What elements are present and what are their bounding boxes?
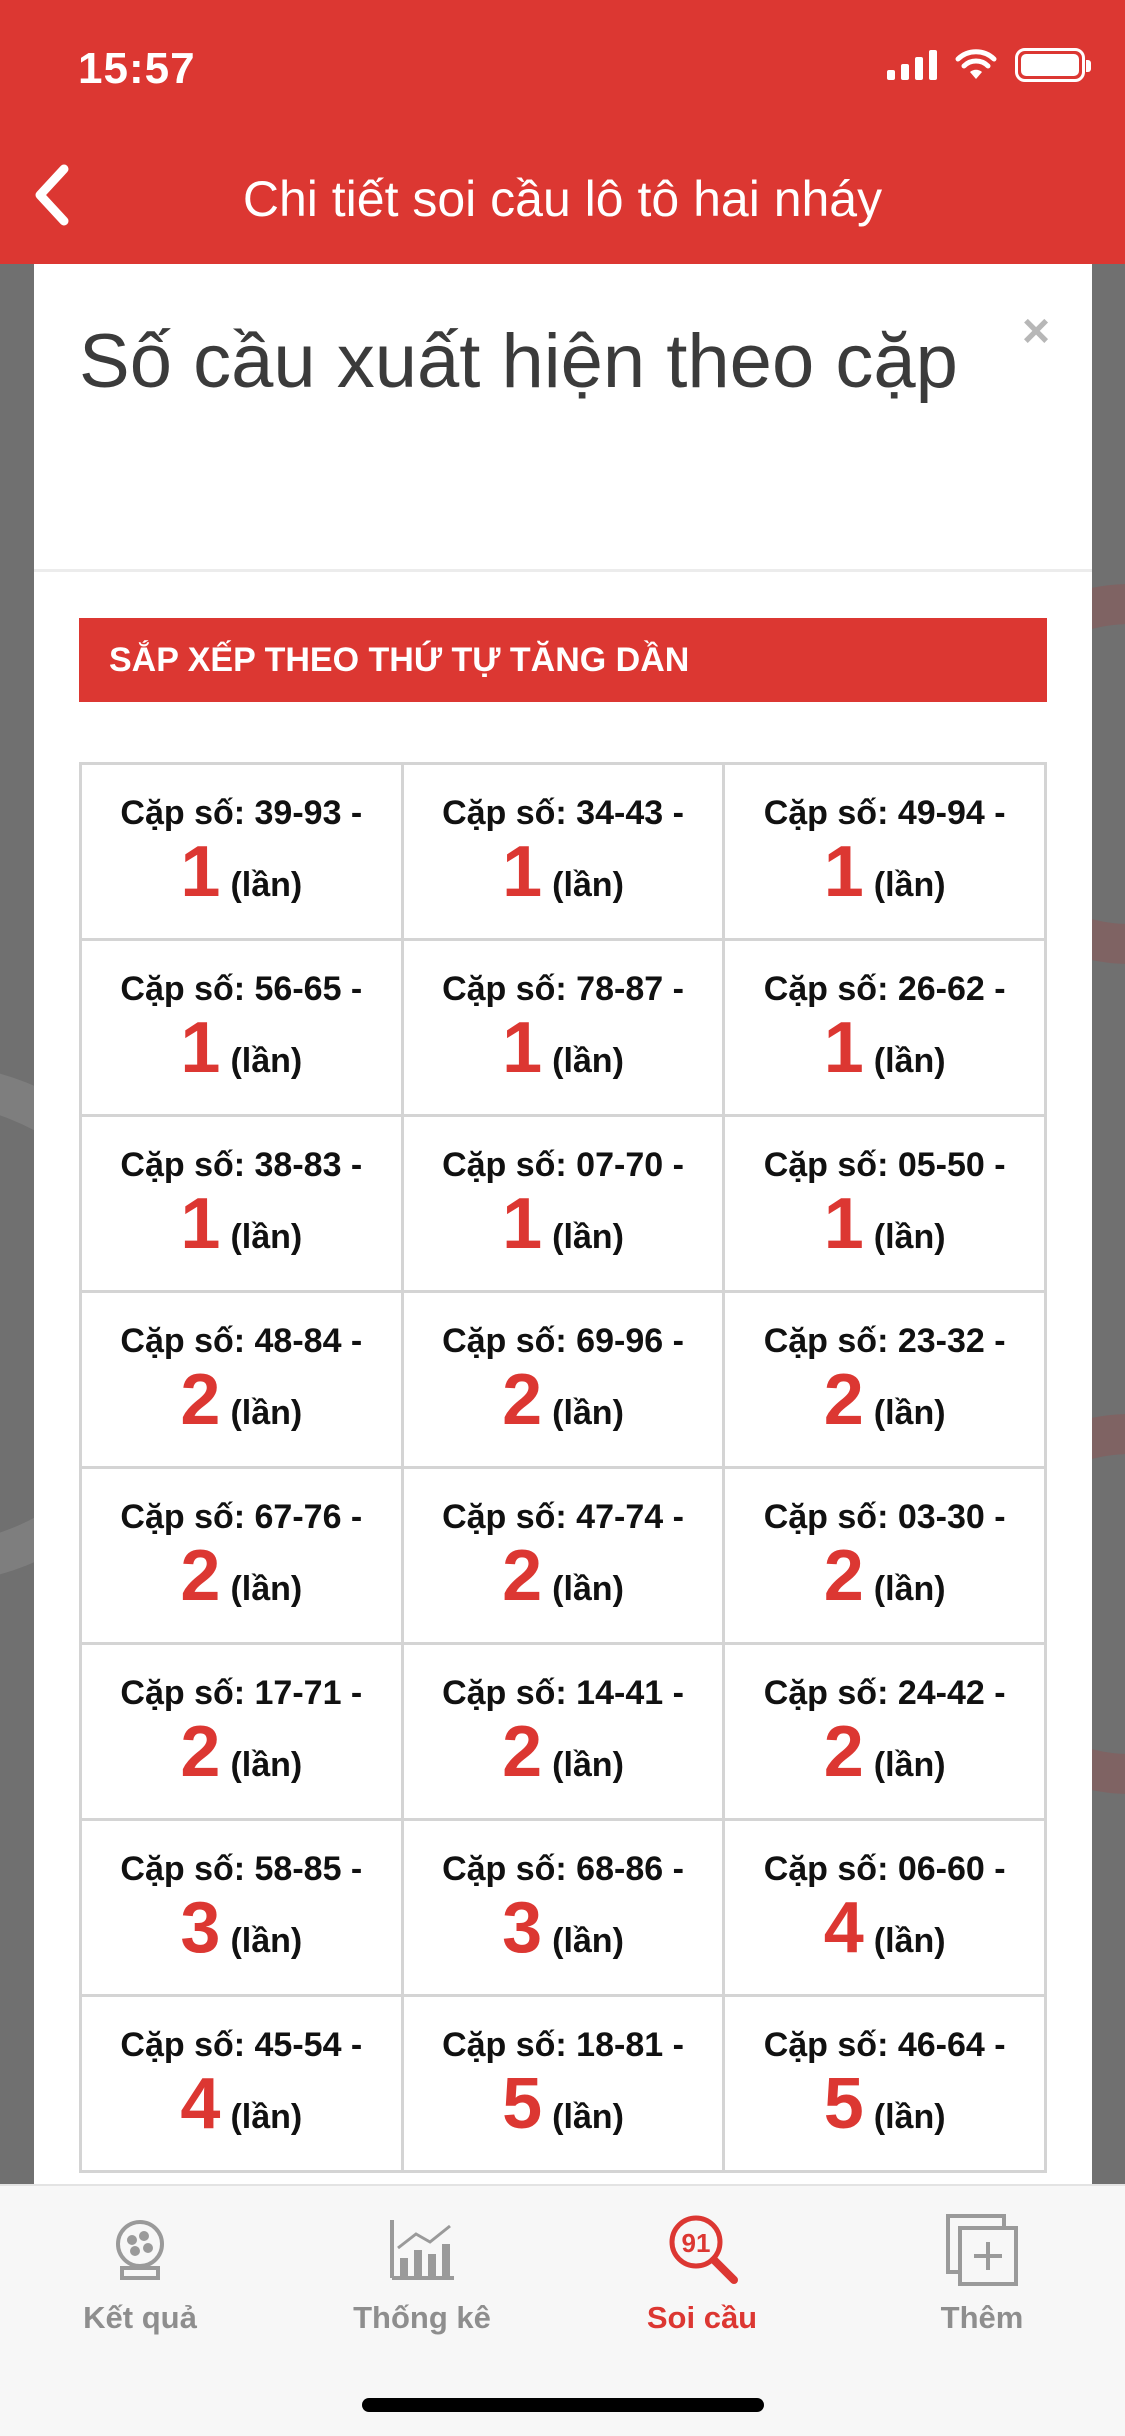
pair-count-line	[180, 1184, 303, 1264]
pair-count: 2	[502, 1360, 543, 1440]
pair-cell	[725, 1645, 1047, 1821]
pair-label: Cặp số: 38-83 -	[120, 1146, 363, 1184]
pair-count-line	[823, 1888, 946, 1968]
pair-label: Cặp số: 47-74 -	[442, 1498, 684, 1536]
pair-label: Cặp số: 34-43 -	[442, 794, 684, 832]
pair-count-unit: (lần)	[230, 1042, 303, 1080]
pair-label: Cặp số: 46-64 -	[763, 2026, 1006, 2064]
pair-cell	[82, 1821, 404, 1997]
pair-count-unit: (lần)	[873, 1218, 946, 1256]
pair-count-unit: (lần)	[873, 2098, 946, 2136]
pair-label: Cặp số: 45-54 -	[120, 2026, 363, 2064]
pair-cell	[725, 1469, 1047, 1645]
pair-count-line	[502, 1360, 624, 1440]
pair-cell	[404, 941, 726, 1117]
pair-count-line	[180, 2064, 303, 2144]
pair-count-line	[823, 1008, 946, 1088]
pair-count: 2	[823, 1360, 864, 1440]
pair-cell	[404, 1117, 726, 1293]
pair-cell	[82, 1469, 404, 1645]
pair-count-line	[502, 1184, 624, 1264]
pair-count-line	[823, 2064, 946, 2144]
pair-count-unit: (lần)	[230, 1922, 303, 1960]
pair-cell	[725, 1997, 1047, 2173]
pair-count-unit: (lần)	[873, 1570, 946, 1608]
pair-count: 5	[823, 2064, 864, 2144]
tab-label: Kết quả	[83, 2300, 197, 2335]
home-indicator	[362, 2398, 764, 2412]
pair-cell	[404, 1997, 726, 2173]
tab-soi-cau[interactable]	[592, 2208, 812, 2336]
pair-count-unit: (lần)	[552, 1042, 624, 1080]
pair-count: 1	[502, 1008, 543, 1088]
tab-label: Soi cầu	[646, 2300, 758, 2335]
pair-cell	[404, 1645, 726, 1821]
pair-count: 1	[502, 832, 543, 912]
pair-count-line	[180, 1712, 303, 1792]
pair-label: Cặp số: 56-65 -	[120, 970, 363, 1008]
status-time: 15:57	[78, 44, 196, 93]
pair-label: Cặp số: 26-62 -	[763, 970, 1006, 1008]
pair-count-unit: (lần)	[230, 1570, 303, 1608]
pair-count: 3	[502, 1888, 543, 1968]
pair-count-unit: (lần)	[552, 1746, 624, 1784]
pair-label: Cặp số: 69-96 -	[442, 1322, 684, 1360]
pair-count-unit: (lần)	[873, 866, 946, 904]
pair-count: 1	[180, 1008, 221, 1088]
pair-count-line	[180, 1360, 303, 1440]
pair-count-line	[502, 832, 624, 912]
pair-count-line	[502, 1888, 624, 1968]
pair-count-line	[180, 832, 303, 912]
pair-count-unit: (lần)	[552, 1922, 624, 1960]
pair-cell	[725, 765, 1047, 941]
divider	[34, 569, 1092, 572]
pair-count: 1	[823, 1008, 864, 1088]
magnifier-badge-text: 91	[681, 2228, 711, 2258]
tab-label: Thống kê	[353, 2300, 491, 2335]
pair-label: Cặp số: 18-81 -	[442, 2026, 684, 2064]
pair-count: 1	[180, 832, 221, 912]
pair-count: 2	[823, 1712, 864, 1792]
pair-count: 4	[823, 1888, 864, 1968]
tab-thong-ke[interactable]	[312, 2208, 532, 2336]
pair-label: Cặp số: 48-84 -	[120, 1322, 363, 1360]
close-button[interactable]: ×	[1021, 305, 1050, 358]
pair-count-unit: (lần)	[873, 1394, 946, 1432]
pair-count-unit: (lần)	[552, 2098, 624, 2136]
pair-count-unit: (lần)	[230, 1394, 303, 1432]
tab-ket-qua[interactable]	[30, 2208, 250, 2336]
page-title: Chi tiết soi cầu lô tô hai nháy	[242, 171, 883, 227]
pair-label: Cặp số: 24-42 -	[763, 1674, 1006, 1712]
pair-count: 4	[180, 2064, 221, 2144]
pair-count-unit: (lần)	[552, 866, 624, 904]
cellular-signal-icon	[887, 50, 937, 80]
pair-label: Cặp số: 49-94 -	[763, 794, 1006, 832]
magnifier-91-icon	[662, 2210, 742, 2290]
pair-label: Cặp số: 03-30 -	[763, 1498, 1006, 1536]
pair-label: Cặp số: 78-87 -	[442, 970, 684, 1008]
pair-count-unit: (lần)	[873, 1042, 946, 1080]
battery-icon	[1015, 48, 1085, 82]
pair-label: Cặp số: 07-70 -	[442, 1146, 684, 1184]
pair-label: Cặp số: 06-60 -	[763, 1850, 1006, 1888]
pair-count: 2	[502, 1712, 543, 1792]
pair-count-unit: (lần)	[230, 2098, 303, 2136]
statistics-chart-icon	[386, 2214, 458, 2286]
pair-cell	[404, 765, 726, 941]
pair-label: Cặp số: 58-85 -	[120, 1850, 363, 1888]
pair-count-unit: (lần)	[873, 1746, 946, 1784]
pair-label: Cặp số: 67-76 -	[120, 1498, 363, 1536]
pairs-modal	[34, 264, 1092, 2184]
pair-cell	[82, 765, 404, 941]
tab-them[interactable]	[872, 2208, 1092, 2336]
pair-cell	[725, 941, 1047, 1117]
pair-cell	[82, 1997, 404, 2173]
pair-count-unit: (lần)	[552, 1570, 624, 1608]
app-header	[0, 0, 1125, 264]
pair-cell	[404, 1469, 726, 1645]
pair-count-line	[823, 1184, 946, 1264]
pairs-grid	[79, 762, 1047, 2173]
tab-label: Thêm	[940, 2300, 1024, 2335]
pair-count-unit: (lần)	[230, 1218, 303, 1256]
pair-count-line	[502, 1536, 624, 1616]
pair-count-unit: (lần)	[230, 1746, 303, 1784]
pair-cell	[82, 1645, 404, 1821]
pair-count: 5	[502, 2064, 543, 2144]
sort-order-button[interactable]: SẮP XẾP THEO THỨ TỰ TĂNG DẦN	[79, 618, 1047, 702]
pair-count: 2	[823, 1536, 864, 1616]
pair-label: Cặp số: 17-71 -	[120, 1674, 363, 1712]
pair-count-unit: (lần)	[552, 1218, 624, 1256]
pair-count-line	[823, 1360, 946, 1440]
pair-count: 1	[823, 1184, 864, 1264]
pair-cell	[82, 1117, 404, 1293]
pair-label: Cặp số: 14-41 -	[442, 1674, 684, 1712]
pair-label: Cặp số: 68-86 -	[442, 1850, 684, 1888]
lottery-machine-icon	[104, 2214, 176, 2286]
pair-count-line	[823, 1536, 946, 1616]
pair-cell	[404, 1821, 726, 1997]
pair-count-line	[502, 1712, 624, 1792]
pair-count: 2	[180, 1360, 221, 1440]
pair-count-line	[180, 1888, 303, 1968]
pair-count: 1	[502, 1184, 543, 1264]
pair-count: 1	[823, 832, 864, 912]
pair-count-line	[823, 832, 946, 912]
pair-label: Cặp số: 05-50 -	[763, 1146, 1006, 1184]
status-icons	[887, 48, 1085, 82]
pair-count: 2	[502, 1536, 543, 1616]
pair-count-line	[180, 1008, 303, 1088]
pair-label: Cặp số: 39-93 -	[120, 794, 363, 832]
pair-cell	[725, 1117, 1047, 1293]
add-more-icon	[944, 2212, 1020, 2288]
pair-count: 3	[180, 1888, 221, 1968]
pair-count: 1	[180, 1184, 221, 1264]
pair-cell	[404, 1293, 726, 1469]
pair-cell	[82, 1293, 404, 1469]
pair-cell	[82, 941, 404, 1117]
pair-count: 2	[180, 1712, 221, 1792]
pair-cell	[725, 1821, 1047, 1997]
pair-count-line	[180, 1536, 303, 1616]
pair-label: Cặp số: 23-32 -	[763, 1322, 1006, 1360]
pair-count: 2	[180, 1536, 221, 1616]
pair-cell	[725, 1293, 1047, 1469]
pair-count-line	[502, 1008, 624, 1088]
pair-count-line	[823, 1712, 946, 1792]
pair-count-unit: (lần)	[873, 1922, 946, 1960]
pair-count-unit: (lần)	[552, 1394, 624, 1432]
pair-count-line	[502, 2064, 624, 2144]
pair-count-unit: (lần)	[230, 866, 303, 904]
wifi-icon	[955, 49, 997, 81]
modal-title: Số cầu xuất hiện theo cặp	[79, 319, 958, 404]
